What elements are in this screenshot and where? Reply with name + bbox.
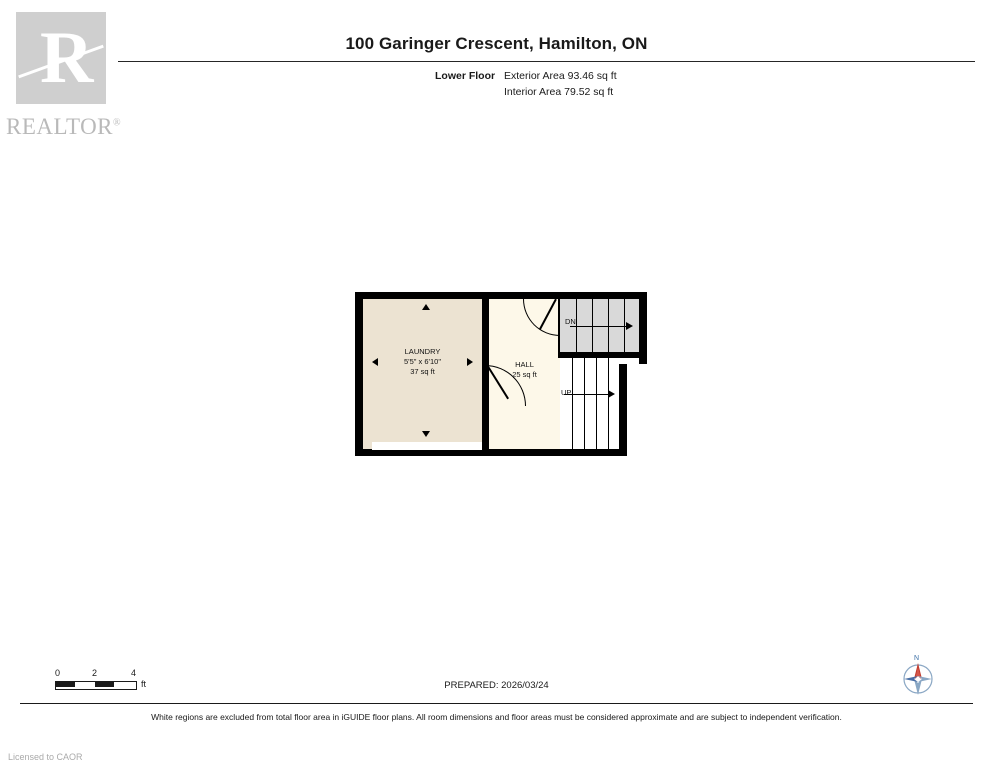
room-hall-area: 25 sq ft xyxy=(512,370,537,379)
compass-rose xyxy=(898,655,938,703)
stairs-down xyxy=(558,299,641,353)
page-title: 100 Garinger Crescent, Hamilton, ON xyxy=(345,34,648,53)
wall-opening-bottom xyxy=(372,442,482,450)
stairs-down-label: DN xyxy=(565,317,576,326)
wall-top xyxy=(355,292,647,299)
room-laundry-dimensions: 5'5" x 6'10" xyxy=(404,357,441,366)
realtor-logo-wordmark xyxy=(6,114,121,140)
prepared-date: PREPARED: 2026/03/24 xyxy=(444,680,549,691)
realtor-logo-registered: ® xyxy=(113,117,122,129)
room-laundry-text xyxy=(363,347,482,377)
compass-north-label: N xyxy=(914,655,920,662)
scale-tick-labels xyxy=(55,668,155,680)
scale-unit-label: ft xyxy=(141,679,147,689)
room-laundry-name: LAUNDRY xyxy=(404,347,441,356)
stairs-up-arrow-head xyxy=(608,390,615,398)
wall-stair-landing xyxy=(558,352,647,358)
scale-tick-1: 2 xyxy=(92,668,98,678)
realtor-logo-word-text: REALTOR xyxy=(6,114,114,139)
stairs-up-label: UP xyxy=(561,388,572,397)
scale-tick-2: 4 xyxy=(131,668,137,678)
interior-area-label: Interior Area 79.52 sq ft xyxy=(504,86,614,98)
stairs-up xyxy=(560,358,619,449)
room-hall-name: HALL xyxy=(515,360,534,369)
wall-bottom xyxy=(355,449,627,456)
wall-left xyxy=(355,292,363,456)
dim-arrow-down xyxy=(422,431,430,437)
floor-plan xyxy=(355,292,647,456)
room-laundry-area: 37 sq ft xyxy=(410,367,435,376)
realtor-logo xyxy=(6,8,126,138)
room-hall-text xyxy=(489,360,560,380)
title-divider xyxy=(118,61,975,62)
licensed-label: Licensed to CAOR xyxy=(8,752,83,762)
scale-tick-0: 0 xyxy=(55,668,61,678)
exterior-area-label: Exterior Area 93.46 sq ft xyxy=(504,70,617,82)
realtor-logo-letter: R xyxy=(40,17,94,99)
floor-label: Lower Floor xyxy=(435,70,496,82)
dim-arrow-up xyxy=(422,304,430,310)
stairs-down-arrow-head xyxy=(626,322,633,330)
footer-disclaimer: White regions are excluded from total floor area in iGUIDE floor plans. All room dimensions and floor areas must be considered approximate and are subject to independent verification. xyxy=(151,712,842,722)
footer-divider xyxy=(20,703,973,704)
stairs-down-arrow-line xyxy=(570,326,628,327)
wall-right-lower xyxy=(619,364,627,456)
